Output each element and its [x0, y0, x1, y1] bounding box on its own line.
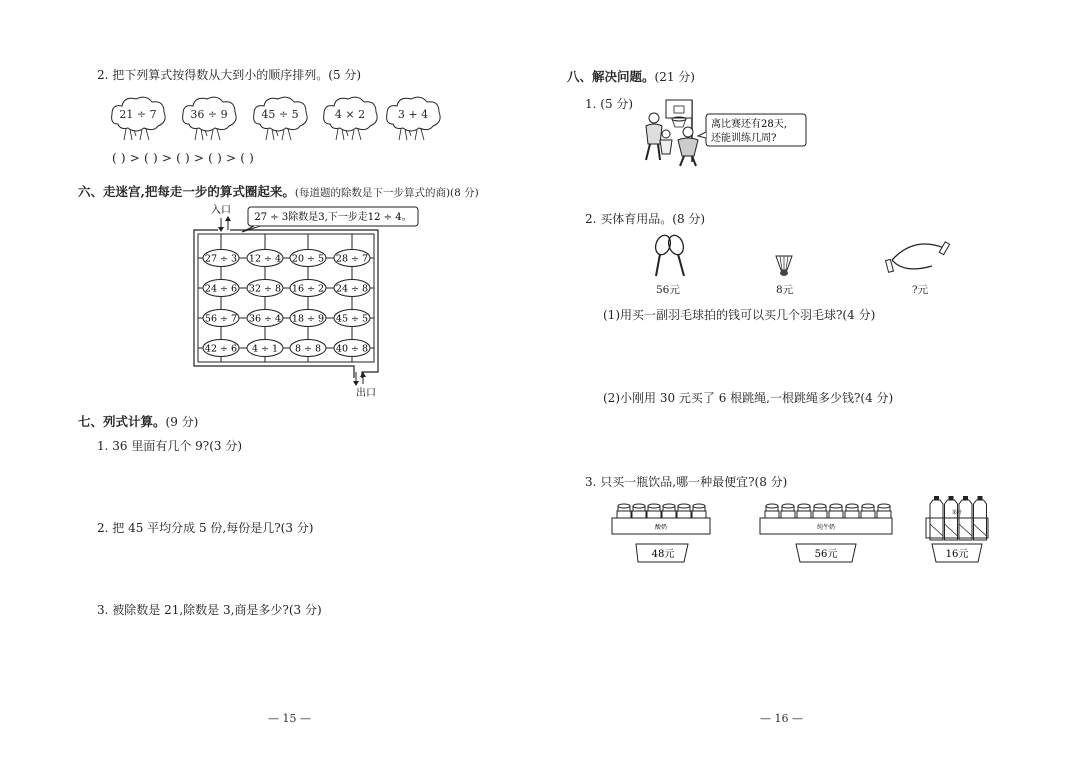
speech-line-2: 还能训练几周? [711, 133, 777, 144]
cloud-expression: 3 + 4 [397, 108, 429, 121]
expression-cloud [320, 94, 380, 144]
expression-cloud [383, 94, 443, 144]
section-8-heading [567, 66, 695, 85]
section-6-note: (每道题的除数是下一步算式的商)(8 分) [294, 187, 479, 199]
bottle-icon [692, 504, 706, 518]
page-number-left: — 15 — [268, 712, 311, 725]
bottle-icon [813, 504, 827, 518]
bottle-icon [861, 504, 875, 518]
maze-cell-expression: 8 ÷ 8 [294, 343, 322, 355]
maze-cell[interactable] [290, 340, 326, 357]
milk-label: 纯牛奶 [816, 524, 836, 531]
bottle-icon [829, 504, 843, 518]
section-6-title: 六、走迷宫,把每走一步的算式圈起来。 [78, 184, 295, 199]
maze-cell[interactable] [290, 250, 326, 267]
maze-cell-expression: 27 ÷ 3 [204, 253, 238, 265]
maze-exit-label: 出口 [356, 388, 376, 399]
problem-2-sub-2: (2)小刚用 30 元买了 6 根跳绳,一根跳绳多少钱?(4 分) [603, 391, 894, 405]
problem-1-label: 1. (5 分) [585, 97, 634, 111]
maze [180, 200, 430, 400]
maze-cell-expression: 56 ÷ 7 [204, 313, 238, 325]
maze-cell-expression: 12 ÷ 4 [248, 253, 282, 265]
yogurt-label: 酸奶 [654, 524, 668, 531]
racket-price: 56元 [656, 284, 680, 296]
maze-cell[interactable] [203, 340, 239, 357]
maze-cell[interactable] [247, 340, 283, 357]
shuttlecock-price: 8元 [776, 284, 794, 296]
juice-price: 16元 [945, 549, 969, 560]
maze-cell[interactable] [334, 310, 370, 327]
cloud-expression: 4 × 2 [334, 108, 366, 121]
speech-line-1: 离比赛还有28天, [711, 119, 787, 130]
cloud-expression: 36 ÷ 9 [190, 108, 228, 121]
basketball-training-illustration [636, 96, 816, 168]
expression-cloud [250, 94, 310, 144]
maze-entrance-label: 入口 [211, 205, 231, 216]
maze-cell-expression: 24 ÷ 8 [335, 283, 369, 295]
problem-2-label: 2. 买体育用品。(8 分) [585, 212, 706, 226]
jump-rope-price: ?元 [912, 284, 929, 296]
maze-cell[interactable] [203, 280, 239, 297]
maze-hint-text: 27 ÷ 3除数是3,下一步走12 ÷ 4。 [254, 212, 412, 223]
bottle-icon [845, 504, 859, 518]
section-6-heading [78, 181, 479, 200]
maze-cell-expression: 42 ÷ 6 [204, 343, 238, 355]
maze-cell-expression: 20 ÷ 5 [291, 253, 325, 265]
maze-cell-expression: 24 ÷ 6 [204, 283, 238, 295]
bottle-icon [617, 504, 631, 518]
maze-cell[interactable] [334, 340, 370, 357]
maze-cell[interactable] [247, 310, 283, 327]
maze-cell-expression: 40 ÷ 8 [335, 343, 369, 355]
milk-price: 56元 [814, 549, 838, 560]
expression-cloud [108, 94, 168, 144]
bottle-icon [765, 504, 779, 518]
shuttlecock-icon [773, 254, 795, 278]
expression-cloud [179, 94, 239, 144]
juice-pack-illustration [922, 496, 992, 566]
problem-2-sub-1: (1)用买一副羽毛球拍的钱可以买几个羽毛球?(4 分) [603, 308, 876, 322]
bottle-icon [662, 504, 676, 518]
sec7-question-2: 2. 把 45 平均分成 5 份,每份是几?(3 分) [97, 521, 314, 535]
maze-cell[interactable] [247, 250, 283, 267]
maze-cell[interactable] [203, 250, 239, 267]
bottle-icon [781, 504, 795, 518]
maze-cell[interactable] [334, 280, 370, 297]
bottle-icon [677, 504, 691, 518]
yogurt-pack-illustration [608, 496, 714, 566]
maze-cell-expression: 16 ÷ 2 [291, 283, 325, 295]
cloud-expression: 21 ÷ 7 [119, 108, 157, 121]
section-8-title: 八、解决问题。 [567, 69, 655, 84]
maze-cell-expression: 18 ÷ 9 [291, 313, 325, 325]
problem-3-label: 3. 只买一瓶饮品,哪一种最便宜?(8 分) [585, 475, 788, 489]
page-number-right: — 16 — [760, 712, 803, 725]
yogurt-price: 48元 [651, 549, 675, 560]
maze-cell-expression: 32 ÷ 8 [248, 283, 282, 295]
bottle-icon [647, 504, 661, 518]
maze-cell-expression: 45 ÷ 5 [335, 313, 369, 325]
q2-title: 2. 把下列算式按得数从大到小的顺序排列。(5 分) [97, 68, 362, 82]
maze-cell[interactable] [334, 250, 370, 267]
bottle-icon [877, 504, 891, 518]
maze-cell-expression: 36 ÷ 4 [248, 313, 282, 325]
section-7-heading [78, 411, 198, 430]
cloud-expression: 45 ÷ 5 [261, 108, 299, 121]
bottle-icon [797, 504, 811, 518]
juice-label: 果汁 [951, 510, 963, 516]
bottle-icon [632, 504, 646, 518]
sec7-question-1: 1. 36 里面有几个 9?(3 分) [97, 439, 243, 453]
section-7-score: (9 分) [165, 415, 199, 429]
section-8-score: (21 分) [654, 70, 695, 84]
maze-cell[interactable] [290, 310, 326, 327]
sec7-question-3: 3. 被除数是 21,除数是 3,商是多少?(3 分) [97, 603, 322, 617]
maze-cell[interactable] [203, 310, 239, 327]
maze-cell[interactable] [247, 280, 283, 297]
milk-pack-illustration [756, 496, 896, 566]
maze-cell-expression: 28 ÷ 7 [335, 253, 369, 265]
section-7-title: 七、列式计算。 [78, 414, 166, 429]
order-answer-line[interactable]: ( ) > ( ) > ( ) > ( ) > ( ) [112, 151, 255, 165]
maze-cell[interactable] [290, 280, 326, 297]
racket-icon [650, 234, 690, 278]
maze-cell-expression: 4 ÷ 1 [251, 343, 279, 355]
jump-rope-icon [884, 240, 950, 274]
